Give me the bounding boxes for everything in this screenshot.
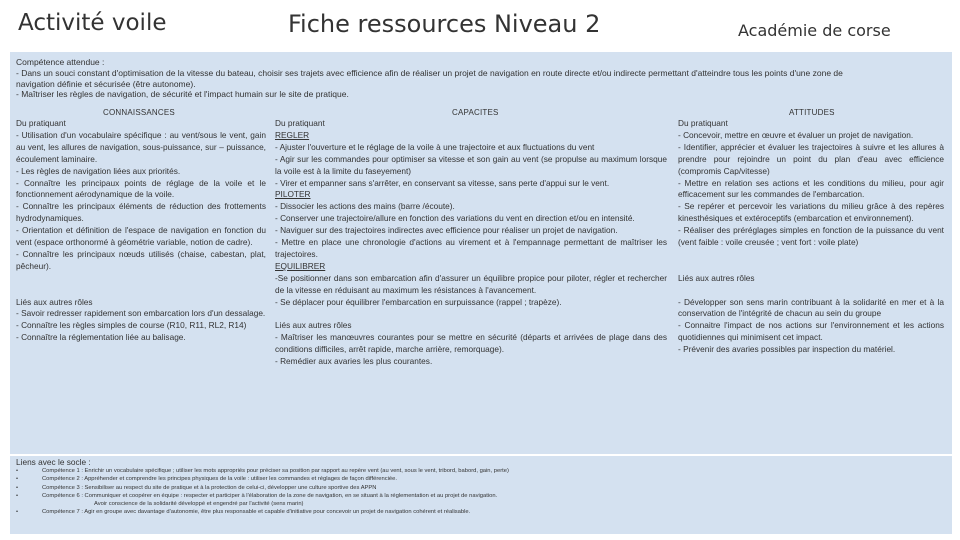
spacer	[678, 249, 944, 261]
bullet-icon: •	[16, 484, 19, 491]
socle-item: Compétence 6 : Communiquer et coopérer en équipe : respecter et participer à l'élaboration de la zone de navigation, en se situant à la réglementation et au projet de navigation.	[42, 492, 498, 499]
list-item: - Connaître les principaux nœuds utilisés (chaise, cabestan, plat, pêcheur).	[16, 248, 266, 271]
list-item: - Virer et empanner sans s'arrêter, en conservant sa vitesse, sans perte d'appui sur le vent.	[275, 177, 610, 188]
section-title-regler: REGLER	[275, 129, 310, 140]
spacer	[16, 285, 266, 297]
socle-item: Compétence 1 : Enrichir un vocabulaire spécifique ; utiliser les mots appropriés pour préciser sa position par rapport au repère vent (au vent, sous le vent, tribord, babord, gain, perte)	[42, 468, 509, 474]
list-item	[16, 475, 946, 483]
list-item: - Connaître les principaux éléments de réduction des frottements hydrodynamiques.	[16, 201, 266, 224]
list-item: - Savoir redresser rapidement son embarcation lors d'un dessalage.	[16, 308, 266, 319]
list-item: - Réaliser des préréglages simples en fonction de la puissance du vent (vent faible : voile creusée ; vent fort : voile plate)	[678, 225, 944, 248]
spacer	[678, 261, 944, 273]
competence-title: Compétence attendue :	[16, 57, 105, 67]
bullet-icon: •	[16, 492, 19, 499]
list-item: - Conserver une trajectoire/allure en fonction des variations du vent en direction et/ou en intensité.	[275, 213, 635, 224]
list-item: Liés aux autres rôles	[678, 272, 755, 283]
list-item: - Orientation et définition de l'espace de navigation en fonction du vent (espace orthonormé à géométrie variable, notion de cadre).	[16, 225, 266, 248]
spacer	[16, 273, 266, 285]
attitudes-header: ATTITUDES	[789, 108, 835, 117]
section-title-piloter: PILOTER	[275, 189, 311, 200]
competence-text	[16, 68, 946, 100]
attitudes-column	[678, 118, 944, 356]
page-title: Fiche ressources Niveau 2	[288, 10, 601, 38]
list-item: - Naviguer sur des trajectoires indirectes avec efficience pour réaliser un projet de navigation.	[275, 225, 618, 236]
list-item: - Se repérer et percevoir les variations du milieu grâce à des repères kinesthésiques et extéroceptifs (embarcation et environnement).	[678, 201, 944, 224]
socle-item: Compétence 7 : Agir en groupe avec davantage d'autonomie, être plus responsable et capable d'initiative pour concevoir un projet de navigation cohérent et réalisable.	[42, 509, 471, 516]
list-item	[16, 492, 946, 500]
socle-item-continuation: Avoir conscience de la solidarité développé et engendré par l'activité (sens marin)	[94, 501, 304, 508]
socle-item: Compétence 3 : Sensibiliser au respect du site de pratique et à la protection de celui-ci, développer une culture sportive des APPN	[42, 484, 377, 491]
list-item: - Connaître les règles simples de course (R10, R11, RL2, R14)	[16, 320, 247, 331]
section-title-equilibrer: EQUILIBRER	[275, 260, 326, 271]
capacites-header: CAPACITES	[452, 108, 499, 117]
competence-line: navigation définie et sécurisée (être autonome).	[16, 78, 196, 89]
spacer	[275, 309, 667, 321]
activity-title: Activité voile	[18, 10, 167, 36]
list-item	[16, 467, 946, 475]
bullet-icon: •	[16, 476, 19, 483]
competence-line: - Maîtriser les règles de navigation, de sécurité et l'impact humain sur le site de pratique.	[16, 89, 349, 99]
socle-list	[16, 467, 946, 517]
competence-line: - Dans un souci constant d'optimisation de la vitesse du bateau, choisir ses trajets avec efficience afin de réaliser un projet de navigation en route directe et/ou indirecte permettant d'atteindre tous les points d'une zone de	[16, 68, 843, 78]
list-item: - Identifier, apprécier et évaluer les trajectoires à suivre et les allures à prendre pour rejoindre un point du plan d'eau avec efficience (compromis Cap/vitesse)	[678, 141, 944, 176]
list-item: - Dissocier les actions des mains (barre /écoute).	[275, 201, 455, 212]
list-item: Du pratiquant	[16, 118, 66, 128]
list-item: - Ajuster l'ouverture et le réglage de la voile à une trajectoire et aux fluctuations du vent	[275, 141, 595, 152]
bullet-icon: •	[16, 468, 19, 474]
list-item: - Connaître les principaux points de réglage de la voile et le fonctionnement aérodynamique de la voile.	[16, 177, 266, 200]
list-item: -Se positionner dans son embarcation afin d'assurer un équilibre propice pour piloter, régler et rechercher de la vitesse en réduisant au maximum les résistances à l'avancement.	[275, 272, 667, 295]
list-item: - Maîtriser les manœuvres courantes pour se mettre en sécurité (départs et arrivées de plage dans des conditions difficiles, arrêt rapide, marche arrière, remorquage).	[275, 332, 667, 355]
list-item	[16, 508, 946, 516]
list-item: - Prévenir des avaries possibles par inspection du matériel.	[678, 344, 896, 355]
list-item: - Mettre en relation ses actions et les conditions du milieu, pour agir efficacement sur les commandes de l'embarcation.	[678, 177, 944, 200]
academy-name: Académie de corse	[738, 21, 891, 40]
bullet-icon: •	[16, 509, 19, 516]
list-item: - Mettre en place une chronologie d'actions au virement et à l'empannage permettant de maîtriser les trajectoires.	[275, 237, 667, 259]
list-item: - Concevoir, mettre en œuvre et évaluer un projet de navigation.	[678, 129, 914, 140]
section-title-roles: Liés aux autres rôles	[275, 320, 352, 331]
list-item: - Développer son sens marin contribuant à la solidarité en mer et à la conservation de l'intégrité de chacun au sein du groupe	[678, 296, 944, 319]
socle-title: Liens avec le socle :	[16, 457, 91, 467]
list-item: - Remédier aux avaries les plus courantes.	[275, 356, 433, 367]
list-item: Du pratiquant	[275, 118, 325, 128]
spacer	[678, 285, 944, 297]
list-item: Liés aux autres rôles	[16, 296, 93, 307]
list-item: - Les règles de navigation liées aux priorités.	[16, 165, 181, 176]
list-item: - Connaître la réglementation liée au balisage.	[16, 332, 186, 343]
list-item: - Connaitre l'impact de nos actions sur l'environnement et les actions quotidiennes qui minimisent cet impact.	[678, 320, 944, 343]
list-item: Du pratiquant	[678, 118, 728, 128]
list-item: - Se déplacer pour équilibrer l'embarcation en surpuissance (rappel ; trapèze).	[275, 296, 562, 307]
list-item	[16, 484, 946, 492]
connaissances-column	[16, 118, 266, 344]
list-item: - Agir sur les commandes pour optimiser sa vitesse et son gain au vent (se propulse au maximum lorsque la voile est à la limite du faseyement)	[275, 153, 667, 176]
list-item: - Utilisation d'un vocabulaire spécifique : au vent/sous le vent, gain au vent, les allures de navigation, sous-puissance, sur – puissance, écoulement laminaire.	[16, 129, 266, 164]
socle-item: Compétence 2 : Appréhender et comprendre les principes physiques de la voile : utiliser les commandes et réglages de façon différenciée.	[42, 476, 397, 483]
capacites-column	[275, 118, 667, 368]
connaissances-header: CONNAISSANCES	[103, 108, 175, 117]
